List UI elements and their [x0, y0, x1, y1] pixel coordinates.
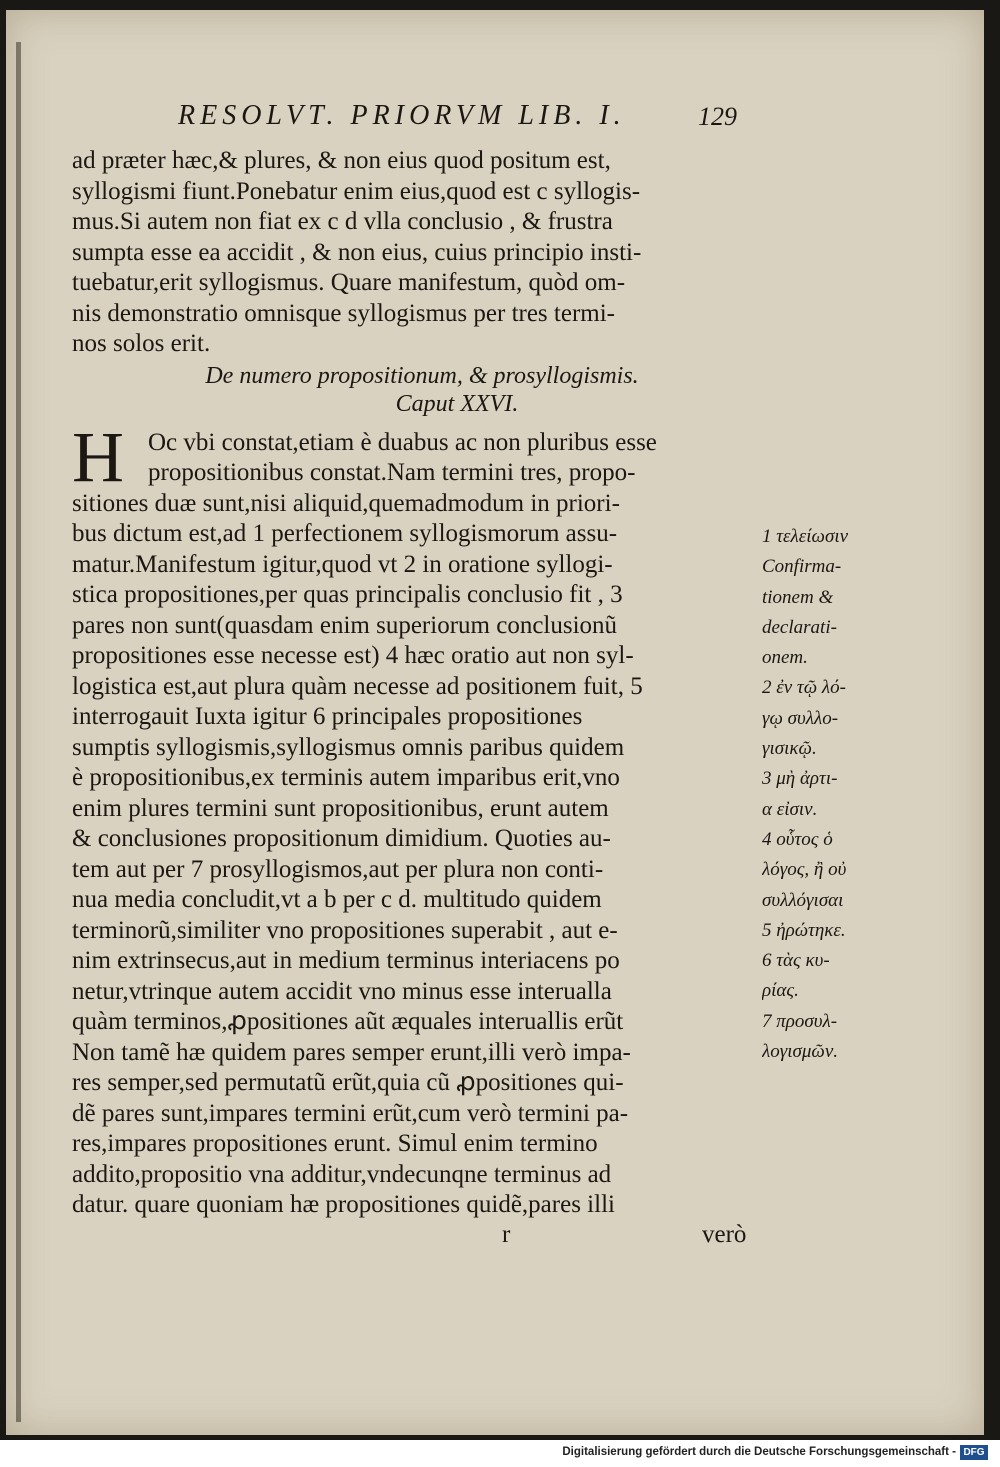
margin-note: declarati- [762, 616, 837, 638]
margin-note: γῳ συλλο- [762, 707, 839, 729]
text-line: nua media concludit,vt a b per c d. multitudo quidem [72, 886, 602, 913]
text-line: propositiones esse necesse est) 4 hæc oratio aut non syl- [72, 642, 634, 669]
text-line: sitiones duæ sunt,nisi aliquid,quemadmodum in priori- [72, 489, 620, 517]
margin-note: 5 ἠρώτηκε. [762, 919, 846, 941]
text-line: mus.Si autem non fiat ex c d vlla conclusio , & frustra [72, 208, 613, 235]
margin-note: 2 ἐν τῷ λό- [762, 677, 846, 699]
margin-note: λόγος, ἢ οὐ [762, 859, 847, 881]
text-line: netur,vtrinque autem accidit vno minus esse interualla [72, 977, 612, 1005]
text-line: tem aut per 7 prosyllogismos,aut per plura non conti- [72, 855, 604, 883]
chapter-heading [72, 362, 772, 418]
page-footer-line [72, 1221, 772, 1252]
page-header [178, 100, 778, 144]
text-line: res,impares propositiones erunt. Simul enim termino [72, 1130, 598, 1157]
text-line: & conclusiones propositionum dimidium. Quoties au- [72, 825, 611, 852]
digitization-footer [0, 1440, 1000, 1467]
text-line: ad præter hæc,& plures, & non eius quod positum est, [72, 147, 611, 174]
text-line: enim plures termini sunt propositionibus, erunt autem [72, 794, 609, 822]
text-line: tuebatur,erit syllogismus. Quare manifestum, quòd om- [72, 269, 626, 296]
text-line: propositionibus constat.Nam termini tres, propo- [148, 459, 636, 486]
running-head: RESOLVT. PRIORVM LIB. I. [178, 100, 626, 131]
text-line: sumptis syllogismis,syllogismus omnis paribus quidem [72, 733, 625, 761]
text-line: è propositionibus,ex terminis autem imparibus erit,vno [72, 764, 620, 791]
margin-note: onem. [762, 647, 808, 669]
text-line: res semper,sed permutatũ erũt,quia cũ ꝓpositiones qui- [72, 1069, 624, 1096]
text-line: terminorũ,similiter vno propositiones superabit , aut e- [72, 916, 618, 944]
margin-note: 3 μὴ ἀρτι- [762, 768, 838, 790]
text-line: interrogauit Iuxta igitur 6 principales propositiones [72, 703, 583, 730]
text-line: syllogismi fiunt.Ponebatur enim eius,quod est c syllogis- [72, 177, 641, 205]
catchword: verò [702, 1220, 747, 1248]
chapter-body [72, 416, 772, 1252]
text-line: matur.Manifestum igitur,quod vt 2 in oratione syllogi- [72, 550, 613, 578]
page-gutter-shadow [16, 42, 21, 1422]
text-line: bus dictum est,ad 1 perfectionem syllogismorum assu- [72, 520, 618, 547]
drop-cap-initial: H [72, 416, 124, 497]
margin-note: α εἰσιν. [762, 798, 818, 820]
text-line: nis demonstratio omnisque syllogismus per tres termi- [72, 299, 615, 327]
text-line: Oc vbi constat,etiam è duabus ac non pluribus esse [148, 428, 657, 456]
text-before-chapter [72, 146, 772, 360]
signature-mark: r [502, 1220, 511, 1248]
chapter-title: De numero propositionum, & prosyllogismis. [205, 362, 639, 389]
text-line: sumpta esse ea accidit , & non eius, cuius principio insti- [72, 238, 642, 266]
margin-note: λογισμῶν. [762, 1041, 838, 1063]
text-line: Non tamẽ hæ quidem pares semper erunt,illi verò impa- [72, 1038, 631, 1066]
page-number: 129 [698, 102, 737, 131]
text-line: dẽ pares sunt,impares termini erũt,cum verò termini pa- [72, 1099, 629, 1127]
chapter-number: Caput XXVI. [395, 390, 519, 417]
funding-credit: Digitalisierung gefördert durch die Deutsche Forschungsgemeinschaft - [562, 1446, 956, 1458]
text-line: stica propositiones,per quas principalis conclusio fit , 3 [72, 581, 623, 608]
margin-note: 7 προσυλ- [762, 1010, 838, 1032]
text-line: nos solos erit. [72, 330, 211, 357]
dfg-logo: DFG [960, 1445, 988, 1460]
text-line: datur. quare quoniam hæ propositiones quidẽ,pares illi [72, 1191, 615, 1218]
margin-note: Confirma- [762, 556, 842, 578]
text-line: quàm terminos,ꝓpositiones aũt æquales interuallis erũt [72, 1008, 624, 1035]
text-line: nim extrinsecus,aut in medium terminus interiacens po [72, 947, 620, 974]
margin-note: γισικῷ. [762, 738, 817, 760]
text-line: logistica est,aut plura quàm necesse ad positionem fuit, 5 [72, 672, 643, 700]
margin-note: ρίας. [762, 980, 799, 1002]
marginal-notes [762, 522, 912, 1067]
margin-note: 4 οὗτος ὁ [762, 828, 833, 850]
margin-note: tionem & [762, 586, 834, 608]
margin-note: 1 τελείωσιν [762, 526, 849, 547]
text-line: addito,propositio vna additur,vndecunqne terminus ad [72, 1160, 612, 1188]
margin-note: συλλόγισαι [762, 889, 844, 911]
main-text-block [72, 146, 772, 1251]
text-line: pares non sunt(quasdam enim superiorum conclusionũ [72, 611, 618, 639]
margin-note: 6 τὰς κυ- [762, 950, 830, 972]
